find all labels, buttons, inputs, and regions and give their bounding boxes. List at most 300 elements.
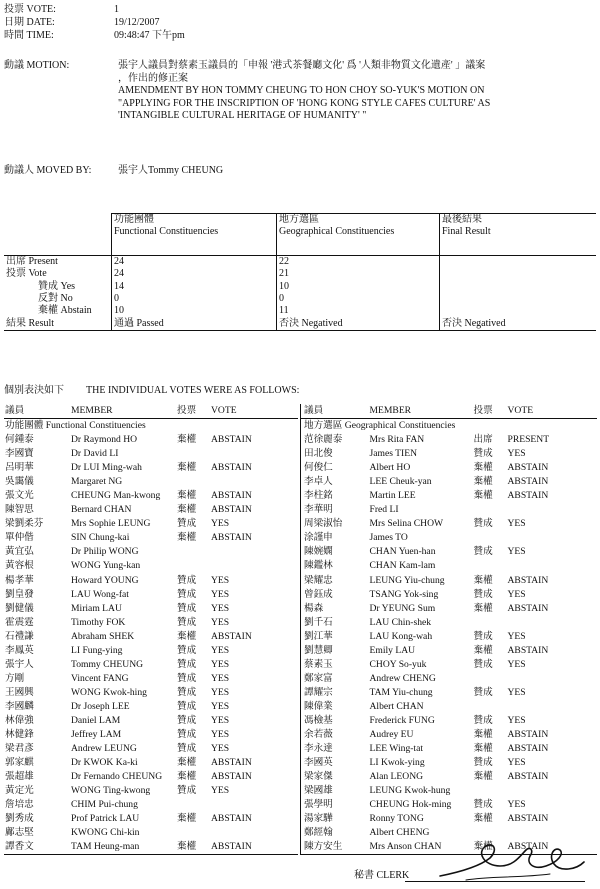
vote-zh: 贊成 [473, 715, 493, 726]
table-row [4, 686, 298, 700]
table-header-row [4, 404, 298, 419]
results-gc-value: 11 [277, 305, 440, 317]
table-row [4, 545, 298, 559]
vote-en: YES [507, 546, 526, 558]
table-row [4, 672, 298, 686]
table-row [301, 756, 597, 770]
results-fc-value: 通過 Passed [112, 318, 277, 331]
member-name-en: Howard YOUNG [71, 574, 139, 586]
member-name-en: Jeffrey LAM [71, 729, 122, 741]
vote-en [210, 545, 298, 559]
table-row [301, 784, 597, 798]
vote-en [507, 672, 597, 686]
member-name-en: LEE Wing-tat [369, 743, 424, 755]
table-row [4, 644, 298, 658]
table-header-row [301, 404, 597, 419]
vote-en: ABSTAIN [211, 462, 252, 474]
table-row [301, 517, 597, 531]
vote-zh: 贊成 [473, 588, 493, 600]
member-name-en: Dr Raymond HO [71, 434, 138, 446]
table-row [301, 672, 597, 686]
vote-zh: 贊成 [473, 448, 493, 460]
vote-zh: 棄權 [177, 490, 197, 502]
functional-col-header [112, 214, 277, 256]
vote-value: 1 [114, 4, 119, 15]
vote-en: ABSTAIN [507, 840, 597, 855]
vote-en [507, 503, 597, 517]
vote-en: ABSTAIN [507, 490, 549, 502]
member-name-zh: 黃宜弘 [5, 546, 34, 558]
vote-en: YES [211, 785, 230, 797]
member-name-zh: 梁國雄 [304, 785, 333, 797]
vote-en: ABSTAIN [210, 840, 298, 855]
vote-zh: 贊成 [473, 686, 493, 698]
table-row [4, 559, 298, 573]
table-row [301, 447, 597, 461]
individual-votes-heading [4, 385, 299, 397]
member-name-zh: 張文光 [5, 490, 34, 502]
member-name-en: TAM Yiu-chung [369, 686, 433, 698]
vote-zh: 棄權 [177, 771, 197, 783]
vote-zh: 出席 [473, 434, 493, 446]
vote-zh: 棄權 [473, 602, 493, 614]
functional-col-zh: 功能團體 [114, 214, 154, 225]
vote-zh: 棄權 [177, 757, 197, 769]
member-name-en: WONG Ting-kwong [71, 785, 151, 797]
member-name-en: Mrs Selina CHOW [369, 518, 444, 530]
table-row [301, 489, 597, 503]
member-name-zh: 單仲偕 [5, 532, 34, 544]
vote-zh: 棄權 [176, 840, 210, 855]
member-name-en: Bernard CHAN [71, 504, 132, 516]
member-name-zh: 陳方安生 [301, 840, 369, 855]
individual-votes-heading-en: THE INDIVIDUAL VOTES WERE AS FOLLOWS: [86, 385, 300, 396]
vote-en: ABSTAIN [211, 771, 252, 783]
date-row [4, 17, 160, 29]
member-name-zh: 陳鑑林 [304, 560, 333, 572]
vote-zh: 棄權 [177, 630, 197, 642]
geographical-col-header [277, 214, 440, 256]
vote-en: ABSTAIN [211, 504, 252, 516]
results-header-row [4, 214, 596, 256]
table-row [4, 602, 298, 616]
member-name-en: KWONG Chi-kin [71, 827, 140, 839]
table-row [301, 545, 597, 559]
vote-en: ABSTAIN [507, 813, 549, 825]
member-name-en: Prof Patrick LAU [71, 813, 140, 825]
col-vote-zh: 投票 [473, 404, 507, 419]
results-row-label: 反對 No [38, 293, 73, 305]
vote-en: YES [507, 448, 526, 460]
member-name-en: James TIEN [369, 448, 418, 460]
vote-zh [176, 475, 210, 489]
member-name-en: TAM Heung-man [70, 840, 176, 855]
functional-section-title: 功能團體 Functional Constituencies [5, 420, 146, 432]
member-name-zh: 劉秀成 [5, 813, 34, 825]
vote-zh: 贊成 [177, 715, 197, 726]
table-row [301, 728, 597, 742]
member-name-en: Mrs Rita FAN [369, 434, 425, 446]
member-name-zh: 劉千石 [304, 616, 333, 628]
member-name-zh: 范徐麗泰 [304, 434, 343, 446]
vote-en: ABSTAIN [507, 476, 549, 488]
vote-zh: 贊成 [177, 644, 197, 656]
vote-en: ABSTAIN [507, 644, 549, 656]
member-name-zh: 劉皇發 [5, 588, 34, 600]
vote-en: YES [211, 715, 230, 726]
vote-zh: 贊成 [177, 616, 197, 628]
member-name-zh: 劉慧卿 [304, 644, 333, 656]
member-name-en: LEE Cheuk-yan [369, 476, 432, 488]
member-name-en: Frederick FUNG [369, 715, 435, 726]
results-gc-value: 否決 Negatived [277, 318, 440, 331]
member-name-en: Margaret NG [71, 476, 123, 488]
table-row [4, 475, 298, 489]
functional-votes-table [4, 404, 298, 855]
vote-zh: 贊成 [177, 743, 197, 755]
member-name-zh: 涂謹申 [304, 532, 333, 544]
member-name-zh: 吳靄儀 [5, 476, 34, 488]
member-name-en: Mrs Sophie LEUNG [71, 518, 151, 530]
member-name-zh: 曾鈺成 [304, 588, 333, 600]
member-name-zh: 郭家麒 [5, 757, 34, 769]
date-label: 日期 DATE: [4, 17, 55, 28]
vote-en: ABSTAIN [507, 729, 549, 741]
member-name-zh: 譚耀宗 [304, 686, 333, 698]
vote-zh [176, 826, 210, 840]
geographical-col-en: Geographical Constituencies [279, 225, 395, 237]
table-row [301, 714, 597, 728]
table-row [4, 700, 298, 714]
results-row-abstain [4, 305, 596, 317]
vote-zh [176, 447, 210, 461]
table-row [301, 574, 597, 588]
vote-en: YES [211, 518, 230, 530]
table-row [4, 742, 298, 756]
motion-zh-line2: ，作出的修正案 [118, 72, 188, 84]
vote-zh: 棄權 [473, 476, 493, 488]
vote-zh: 棄權 [473, 574, 493, 586]
table-row [4, 489, 298, 503]
member-name-en: Miriam LAU [71, 602, 122, 614]
geographical-col-zh: 地方選區 [279, 214, 319, 225]
date-value: 19/12/2007 [114, 17, 160, 28]
vote-en: YES [211, 700, 230, 712]
table-row [301, 433, 597, 447]
table-row [301, 658, 597, 672]
member-name-en: Dr Philip WONG [71, 546, 139, 558]
member-name-zh: 周梁淑怡 [304, 518, 343, 530]
vote-en: YES [211, 672, 230, 684]
vote-en: YES [507, 588, 526, 600]
vote-en: YES [211, 616, 230, 628]
vote-zh [473, 616, 507, 630]
member-name-zh: 林健鋒 [5, 729, 34, 741]
table-row [4, 812, 298, 826]
member-name-en: WONG Kwok-hing [71, 686, 147, 698]
member-name-zh: 黃定光 [5, 785, 34, 797]
vote-zh: 贊成 [177, 672, 197, 684]
vote-zh: 贊成 [177, 658, 197, 670]
member-name-zh: 陳智思 [5, 504, 34, 516]
vote-en: YES [211, 574, 230, 586]
member-name-en: CHAN Yuen-han [369, 546, 436, 558]
member-name-zh: 楊森 [304, 602, 324, 614]
motion-en-line1: AMENDMENT BY HON TOMMY CHEUNG TO HON CHOY SO-YUK'S MOTION ON [118, 85, 485, 96]
vote-en: YES [211, 658, 230, 670]
vote-zh: 棄權 [177, 813, 197, 825]
vote-zh: 棄權 [177, 504, 197, 516]
vote-zh [473, 672, 507, 686]
vote-zh: 贊成 [473, 658, 493, 670]
vote-zh: 棄權 [473, 840, 507, 855]
section-title-row [4, 419, 298, 434]
vote-zh: 贊成 [473, 518, 493, 530]
member-name-zh: 李鳳英 [5, 644, 34, 656]
results-row-yes [4, 281, 596, 293]
member-name-zh: 李國麟 [5, 700, 34, 712]
results-fc-value: 10 [112, 305, 277, 317]
time-value: 09:48:47 下午pm [114, 30, 185, 41]
member-name-en: Albert CHAN [369, 700, 424, 712]
member-name-en: Martin LEE [369, 490, 416, 502]
col-member-zh: 議員 [4, 404, 70, 419]
table-row [301, 559, 597, 573]
member-name-zh: 王國興 [5, 686, 34, 698]
vote-en: YES [507, 715, 526, 726]
member-name-en: Audrey EU [369, 729, 414, 741]
results-final-value: 否決 Negatived [440, 318, 597, 331]
table-row [4, 531, 298, 545]
table-row [4, 756, 298, 770]
member-name-zh: 梁家傑 [304, 771, 333, 783]
vote-zh [176, 545, 210, 559]
member-name-zh: 楊孝華 [5, 574, 34, 586]
vote-en: YES [211, 644, 230, 656]
table-row [301, 742, 597, 756]
table-row [4, 840, 298, 855]
member-name-en: Daniel LAM [71, 715, 121, 726]
vote-zh: 棄權 [473, 644, 493, 656]
functional-col-en: Functional Constituencies [114, 225, 219, 237]
member-name-zh: 石禮謙 [5, 630, 34, 642]
motion-en-line3: 'INTANGIBLE CULTURAL HERITAGE OF HUMANITY' " [118, 110, 367, 121]
vote-en [507, 784, 597, 798]
time-label: 時間 TIME: [4, 30, 54, 41]
vote-en: YES [507, 799, 526, 811]
member-name-en: CHOY So-yuk [369, 658, 427, 670]
table-row [301, 475, 597, 489]
member-name-zh: 張超雄 [5, 771, 34, 783]
results-row-vote [4, 268, 596, 280]
vote-zh: 贊成 [177, 518, 197, 530]
table-row [301, 630, 597, 644]
table-row [4, 616, 298, 630]
member-name-zh: 霍震霆 [5, 616, 34, 628]
table-row [4, 714, 298, 728]
mover-value: 張宇人Tommy CHEUNG [118, 165, 224, 176]
clerk-signature-line [405, 881, 585, 882]
results-fc-value: 24 [112, 256, 277, 269]
vote-zh: 棄權 [473, 462, 493, 474]
table-row [301, 798, 597, 812]
motion-zh-line1: 張宇人議員對蔡素玉議員的「申報 '港式茶餐廳文化' 爲 '人類非物質文化遺產' 」議案 [118, 60, 486, 71]
member-name-zh: 鄺志堅 [5, 827, 34, 839]
member-name-en: Alan LEONG [369, 771, 424, 783]
individual-votes-heading-zh: 個別表決如下 [4, 385, 64, 396]
table-row [301, 770, 597, 784]
time-row [4, 30, 185, 42]
vote-en: ABSTAIN [507, 771, 549, 783]
member-name-en: Vincent FANG [71, 672, 129, 684]
results-gc-value: 0 [277, 293, 440, 305]
vote-zh: 贊成 [473, 799, 493, 811]
table-row [4, 826, 298, 840]
member-name-zh: 劉健儀 [5, 602, 34, 614]
vote-en: YES [211, 729, 230, 741]
vote-zh: 棄權 [473, 771, 493, 783]
member-name-zh: 何俊仁 [304, 462, 333, 474]
member-name-en: LAU Chin-shek [369, 616, 432, 628]
vote-zh: 贊成 [177, 588, 197, 600]
vote-zh: 棄權 [473, 490, 493, 502]
member-name-en: LAU Wong-fat [71, 588, 129, 600]
vote-zh: 棄權 [473, 729, 493, 741]
results-row-present [4, 256, 596, 269]
clerk-signature [430, 836, 590, 886]
results-gc-value: 22 [277, 256, 440, 269]
vote-en: ABSTAIN [507, 602, 549, 614]
motion-label: 動議 MOTION: [4, 60, 70, 71]
table-row [4, 574, 298, 588]
vote-zh: 贊成 [473, 630, 493, 642]
final-col-en: Final Result [442, 225, 491, 237]
member-name-en: Albert CHENG [369, 827, 430, 839]
vote-en: ABSTAIN [211, 813, 252, 825]
member-name-zh: 李卓人 [304, 476, 333, 488]
results-row-result [4, 318, 596, 331]
vote-en: YES [507, 686, 526, 698]
vote-zh: 贊成 [473, 546, 493, 558]
member-name-en: LEUNG Yiu-chung [369, 574, 445, 586]
clerk-label: 秘書 CLERK [354, 870, 410, 881]
vote-zh [473, 503, 507, 517]
member-name-en: CHAN Kam-lam [369, 560, 436, 572]
vote-en: ABSTAIN [507, 743, 549, 755]
table-row [4, 461, 298, 475]
table-row [4, 728, 298, 742]
table-row [301, 461, 597, 475]
col-vote-zh: 投票 [176, 404, 210, 419]
member-name-en: LEUNG Kwok-hung [369, 785, 451, 797]
table-row [301, 644, 597, 658]
member-name-zh: 陳偉業 [304, 700, 333, 712]
vote-zh: 贊成 [177, 602, 197, 614]
motion-en-line2: "APPLYING FOR THE INSCRIPTION OF 'HONG KONG STYLE CAFES CULTURE' AS [118, 97, 491, 109]
table-row [301, 812, 597, 826]
vote-en [210, 475, 298, 489]
table-row [4, 433, 298, 447]
member-name-en: LAU Kong-wah [369, 630, 433, 642]
col-vote-en: VOTE [507, 404, 597, 419]
member-name-zh: 李華明 [304, 504, 333, 516]
member-name-zh: 鄭經翰 [304, 827, 333, 839]
table-row [4, 517, 298, 531]
member-name-zh: 余若薇 [304, 729, 333, 741]
member-name-en: Timothy FOK [71, 616, 126, 628]
member-name-zh: 馮檢基 [304, 715, 333, 726]
vote-zh [176, 798, 210, 812]
member-name-en: CHIM Pui-chung [71, 799, 138, 811]
vote-en: ABSTAIN [507, 574, 549, 586]
col-member-zh: 議員 [301, 404, 369, 419]
motion-text [118, 60, 594, 123]
mover-label: 動議人 MOVED BY: [4, 165, 92, 176]
table-row [4, 588, 298, 602]
vote-zh: 贊成 [177, 574, 197, 586]
member-name-en: Abraham SHEK [71, 630, 135, 642]
member-name-zh: 張學明 [304, 799, 333, 811]
member-name-zh: 劉江華 [304, 630, 333, 642]
member-name-zh: 梁耀忠 [304, 574, 333, 586]
member-name-zh: 李國英 [304, 757, 333, 769]
final-col-header [440, 214, 597, 256]
table-row [301, 616, 597, 630]
vote-en [210, 447, 298, 461]
vote-zh [176, 559, 210, 573]
results-gc-value: 21 [277, 268, 440, 280]
vote-zh: 棄權 [473, 813, 493, 825]
table-row [301, 686, 597, 700]
vote-zh [473, 531, 507, 545]
member-name-en: Fred LI [369, 504, 399, 516]
geographical-votes-table [300, 404, 597, 855]
member-name-zh: 蔡素玉 [304, 658, 333, 670]
table-row [4, 658, 298, 672]
member-name-en: Ronny TONG [369, 813, 424, 825]
vote-zh: 棄權 [177, 434, 197, 446]
member-name-zh: 方剛 [5, 672, 25, 684]
table-row [4, 447, 298, 461]
vote-en: YES [211, 602, 230, 614]
vote-en [507, 700, 597, 714]
results-row-no [4, 293, 596, 305]
table-row [4, 770, 298, 784]
member-name-zh: 陳婉嫻 [304, 546, 333, 558]
member-name-zh: 詹培忠 [5, 799, 34, 811]
vote-en: ABSTAIN [211, 490, 252, 502]
vote-en: YES [507, 630, 526, 642]
member-name-zh: 梁君彥 [5, 743, 34, 755]
vote-zh [473, 784, 507, 798]
final-col-zh: 最後結果 [442, 214, 482, 225]
table-row [301, 531, 597, 545]
member-name-zh: 呂明華 [5, 462, 34, 474]
vote-en [507, 616, 597, 630]
table-row [301, 602, 597, 616]
member-name-zh: 鄭家富 [304, 672, 333, 684]
vote-en [210, 826, 298, 840]
col-member-en: MEMBER [70, 404, 176, 419]
member-name-zh: 田北俊 [304, 448, 333, 460]
table-row [4, 503, 298, 517]
table-row [301, 588, 597, 602]
vote-en: ABSTAIN [211, 434, 252, 446]
vote-en [210, 798, 298, 812]
results-table [4, 213, 596, 331]
table-row [4, 630, 298, 644]
member-name-zh: 李永達 [304, 743, 333, 755]
